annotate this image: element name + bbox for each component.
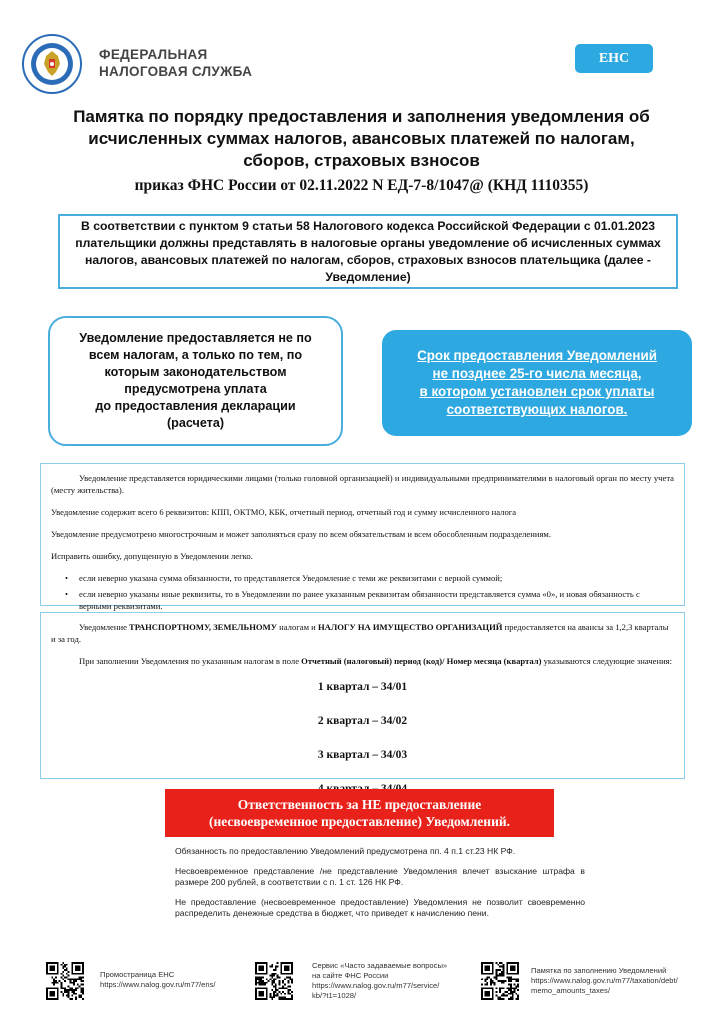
prop-p2-a: При заполнении Уведомления по указанным налогам в поле bbox=[79, 656, 302, 666]
prop-p2 bbox=[51, 655, 674, 667]
notice-deadline bbox=[382, 330, 692, 436]
order-reference: приказ ФНС России от 02.11.2022 N ЕД-7-8/1047@ (КНД 1110355) bbox=[134, 177, 589, 194]
qr-code-icon bbox=[481, 962, 519, 1000]
resp-p3: Не предоставление (несвоевременное предоставление) Уведомления не позволит своевременно распределить денежные средства в бюджет, что приведет к начислению пени. bbox=[175, 896, 585, 918]
req-bullet2: • если неверно указаны иные реквизиты, то в Уведомлении по ранее указанным реквизитам обязанности представляется сумма «0», и новая обязанность с верными реквизитами. bbox=[51, 588, 674, 612]
req-p3: Уведомление предусмотрено многострочным и может заполняться сразу по всем обязательствам и всем обособленным подразделениям. bbox=[51, 529, 551, 539]
qr-code-icon bbox=[255, 962, 293, 1000]
resp-p1: Обязанность по предоставлению Уведомлений предусмотрена пп. 4 п.1 ст.23 НК РФ. bbox=[175, 846, 516, 856]
resp-p2: Несвоевременное представление /не представление Уведомления влечет взыскание штрафа в размере 200 рублей, в соответствии с п. 1 ст. 126 НК РФ. bbox=[175, 865, 585, 887]
responsibility-banner bbox=[165, 789, 554, 837]
notice-left-line4: предусмотрена уплата bbox=[124, 382, 267, 396]
notice-left-line2: всем налогам, а только по тем, по bbox=[88, 348, 303, 362]
org-name bbox=[99, 46, 252, 80]
resp-line1: Ответственность за НЕ предоставление bbox=[237, 797, 482, 812]
org-name-line1: ФЕДЕРАЛЬНАЯ bbox=[99, 47, 208, 62]
property-tax-box bbox=[40, 612, 685, 779]
prop-p1-d: НАЛОГУ НА ИМУЩЕСТВО ОРГАНИЗАЦИЙ bbox=[317, 622, 503, 632]
notice-left-line5: до предоставления декларации bbox=[95, 399, 296, 413]
deadline-line1: Срок предоставления Уведомлений bbox=[417, 348, 657, 363]
page-title bbox=[40, 106, 683, 172]
prop-p1-e: предоставляется на авансы за 1,2,3 кварталы и за год. bbox=[51, 622, 669, 644]
qr-code-icon bbox=[46, 962, 84, 1000]
intro-box bbox=[58, 214, 678, 289]
deadline-line2: не позднее 25-го числа месяца, bbox=[432, 366, 642, 381]
footer-faq-sub: на сайте ФНС России bbox=[312, 971, 389, 980]
notice-left bbox=[48, 316, 343, 446]
prop-p1-c: налогам и bbox=[277, 622, 318, 632]
requirements-box bbox=[40, 463, 685, 611]
ens-badge: ЕНС bbox=[575, 44, 653, 73]
footer-link-ens[interactable] bbox=[100, 970, 216, 990]
resp-line2: (несвоевременное предоставление) Уведомлений. bbox=[208, 814, 511, 829]
quarter-2: 2 квартал – 34/02 bbox=[317, 715, 408, 727]
footer-faq-url: https://www.nalog.gov.ru/m77/service/ bbox=[312, 981, 440, 990]
prop-p2-c: указываются следующие значения: bbox=[541, 656, 673, 666]
footer-link-faq[interactable] bbox=[312, 961, 447, 1001]
deadline-line4: соответствующих налогов. bbox=[446, 402, 628, 417]
title-line3: сборов, страховых взносов bbox=[243, 151, 480, 170]
deadline-line3: в котором установлен срок уплаты bbox=[419, 384, 655, 399]
org-name-line2: НАЛОГОВАЯ СЛУЖБА bbox=[99, 64, 253, 79]
notice-left-line6: (расчета) bbox=[166, 416, 225, 430]
footer-ens-url: https://www.nalog.gov.ru/m77/ens/ bbox=[100, 980, 216, 989]
prop-p1-a: Уведомление bbox=[79, 622, 130, 632]
prop-p2-b: Отчетный (налоговый) период (код)/ Номер месяца (квартал) bbox=[301, 656, 542, 666]
req-p4: Исправить ошибку, допущенную в Уведомлении легко. bbox=[51, 551, 253, 561]
footer-faq-title: Сервис «Часто задаваемые вопросы» bbox=[312, 961, 448, 970]
quarter-3: 3 квартал – 34/03 bbox=[317, 749, 408, 761]
notice-left-line1: Уведомление предоставляется не по bbox=[79, 331, 312, 345]
quarter-1: 1 квартал – 34/01 bbox=[317, 681, 408, 693]
fns-emblem-icon bbox=[22, 34, 82, 94]
title-line1: Памятка по порядку предоставления и заполнения уведомления об bbox=[73, 107, 650, 126]
footer-faq-url2: kb/?t1=1028/ bbox=[312, 991, 357, 1000]
footer-memo-title: Памятка по заполнению Уведомлений bbox=[531, 966, 667, 975]
req-bullet1: • если неверно указана сумма обязанности, то представляется Уведомление с теми же реквизитами с верной суммой; bbox=[51, 572, 674, 584]
prop-p1-b: ТРАНСПОРТНОМУ, ЗЕМЕЛЬНОМУ bbox=[129, 622, 278, 632]
footer-link-memo[interactable] bbox=[531, 966, 678, 996]
intro-text: В соответствии с пунктом 9 статьи 58 Налогового кодекса Российской Федерации с 01.01.2023 плательщики должны представлять в налоговые органы уведомление об исчисленных суммах налогов, авансовых платежей по налогам, сборов, страховых взносов плательщика (далее - Уведомление) bbox=[75, 218, 661, 284]
prop-p1 bbox=[51, 621, 674, 645]
footer-memo-url: https://www.nalog.gov.ru/m77/taxation/debt/ bbox=[531, 976, 678, 985]
footer-ens-title: Промостраница ЕНС bbox=[100, 970, 175, 979]
title-line2: исчисленных суммах налогов, авансовых платежей по налогам, bbox=[88, 129, 635, 148]
req-p2: Уведомление содержит всего 6 реквизитов: КПП, ОКТМО, КБК, отчетный период, отчетный год и сумму исчисленного налога bbox=[51, 507, 517, 517]
notice-left-line3: которым законодательством bbox=[104, 365, 287, 379]
responsibility-text bbox=[175, 846, 585, 928]
req-p1: Уведомление представляется юридическими лицами (только головной организацией) и индивидуальными предпринимателями в налоговый орган по месту учета (месту жительства). bbox=[51, 473, 674, 495]
footer-memo-url2: memo_amounts_taxes/ bbox=[531, 986, 610, 995]
